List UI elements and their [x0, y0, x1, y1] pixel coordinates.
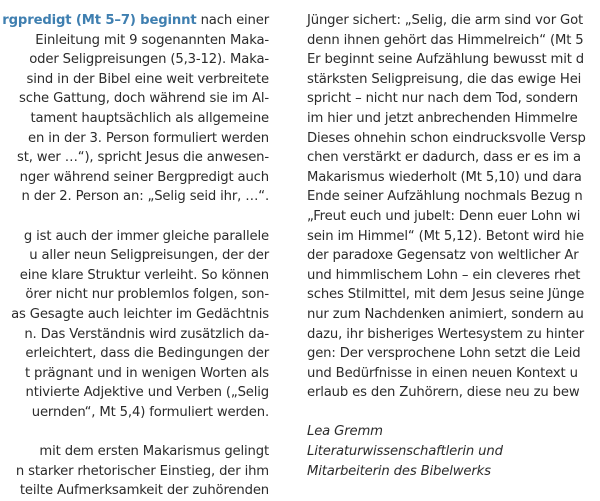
paragraph-line: Er beginnt seine Aufzählung bewusst mit d	[307, 52, 585, 68]
left-column	[2, 11, 269, 501]
paragraph-line: sind in der Bibel eine weit verbreitete	[26, 71, 269, 87]
author-name: Lea Gremm	[307, 424, 383, 440]
paragraph-line: n der 2. Person an: „Selig seid ihr, …“.	[21, 189, 269, 205]
paragraph-line: n starker rhetorischer Einstieg, der ihm	[15, 463, 269, 479]
paragraph-line: sche Gattung, doch während sie im Al-	[19, 91, 269, 107]
paragraph-line: spricht – nicht nur nach dem Tod, sondern	[307, 91, 578, 107]
author-role: Literaturwissenschaftlerin und	[307, 444, 503, 460]
paragraph-line: im hier und jetzt anbrechenden Himmelre	[307, 110, 578, 126]
paragraph-line: gen: Der versprochene Lohn setzt die Leid	[307, 346, 581, 362]
paragraph-line: g ist auch der immer gleiche parallele	[23, 228, 269, 244]
highlighted-heading: rgpredigt (Mt 5–7) beginnt	[2, 13, 197, 28]
right-column	[307, 11, 586, 481]
paragraph-line: en in der 3. Person formuliert werden	[28, 130, 269, 146]
paragraph-line	[2, 11, 269, 31]
text-run: nach einer	[196, 13, 269, 28]
paragraph-line: denn ihnen gehört das Himmelreich“ (Mt 5	[307, 32, 584, 48]
paragraph-line: Ende seiner Aufzählung nochmals Bezug n	[307, 189, 583, 205]
paragraph-line: eine klare Struktur verleiht. So können	[19, 267, 269, 283]
paragraph-line: stärksten Seligpreisung, die das ewige Hei	[307, 71, 582, 87]
paragraph-line: st, wer …“), spricht Jesus die anwesen-	[16, 150, 269, 166]
paragraph-line: t prägnant und in wenigen Worten als	[24, 365, 269, 381]
paragraph-line: und himmlischem Lohn – ein cleveres rhet	[307, 267, 581, 283]
paragraph-gap	[2, 422, 269, 442]
paragraph-line: chen verstärkt er dadurch, dass er es im a	[307, 150, 581, 166]
paragraph-line: dazu, ihr bisheriges Wertesystem zu hinter	[307, 326, 584, 342]
paragraph-line: uernden“, Mt 5,4) formuliert werden.	[31, 404, 269, 420]
paragraph-line: nger während seiner Bergpredigt auch	[19, 169, 269, 185]
paragraph-line: as Gesagte auch leichter im Gedächtnis	[11, 306, 269, 322]
paragraph-line: oder Seligpreisungen (5,3-12). Maka-	[29, 52, 269, 68]
paragraph-line: Makarismus wiederholt (Mt 5,10) und dara	[307, 169, 582, 185]
paragraph-line: Jünger sichert: „Selig, die arm sind vor Got	[307, 13, 584, 28]
author-role: Mitarbeiterin des Bibelwerks	[307, 463, 491, 479]
paragraph-line: Dieses ohnehin schon eindrucksvolle Versp	[307, 130, 586, 146]
paragraph-line: örer nicht nur problemlos folgen, son-	[25, 287, 269, 303]
paragraph-line: tament hauptsächlich als allgemeine	[30, 110, 269, 126]
paragraph-gap	[2, 207, 269, 227]
paragraph-line: sein im Himmel“ (Mt 5,12). Betont wird hie	[307, 228, 584, 244]
paragraph-line: „Freut euch und jubelt: Denn euer Lohn wi	[307, 208, 581, 224]
paragraph-line: n. Das Verständnis wird zusätzlich da-	[24, 326, 269, 342]
paragraph-line: der paradoxe Gegensatz von weltlicher Ar	[307, 248, 579, 264]
paragraph-line: teilte Aufmerksamkeit der zuhörenden	[19, 483, 269, 499]
paragraph-line: mit dem ersten Makarismus gelingt	[39, 444, 269, 460]
paragraph-line: ntivierte Adjektive und Verben („Selig	[25, 385, 269, 401]
paragraph-line: erlaub es den Zuhörern, diese neu zu bew	[307, 385, 580, 401]
paragraph-line: erleichtert, dass die Bedingungen der	[25, 346, 269, 362]
paragraph-line: u aller neun Seligpreisungen, der der	[29, 248, 269, 264]
paragraph-line: nur zum Nachdenken animiert, sondern au	[307, 306, 584, 322]
paragraph-gap	[307, 403, 586, 423]
paragraph-line: Einleitung mit 9 sogenannten Maka-	[35, 32, 269, 48]
paragraph-line: sches Stilmittel, mit dem Jesus seine Jünge	[307, 287, 585, 303]
paragraph-line: und Bedürfnisse in einen neuen Kontext u	[307, 365, 578, 381]
